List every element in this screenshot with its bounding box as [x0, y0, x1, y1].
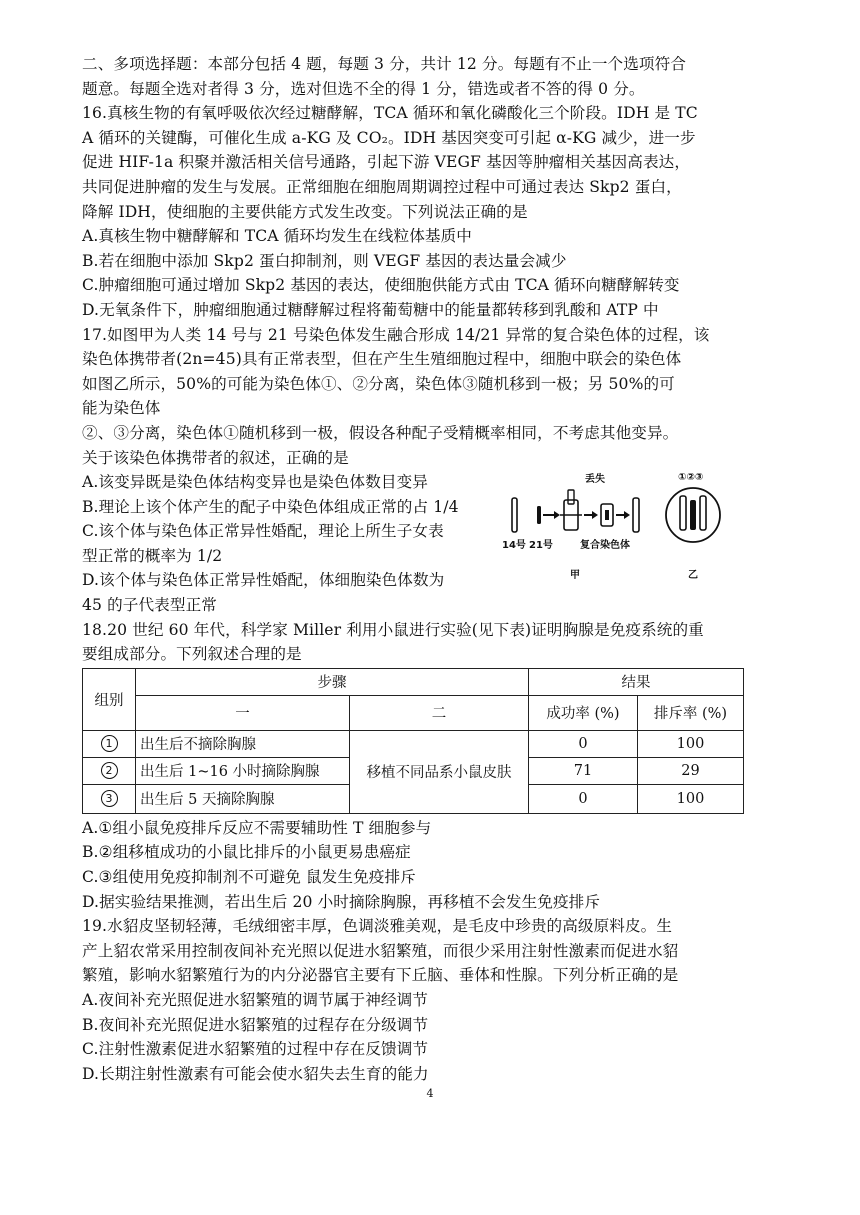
q17-option-a: A.该变异既是染色体结构变异也是染色体数目变异: [82, 473, 428, 492]
q17-options-with-figure: [82, 470, 750, 618]
q19-stem-line: 繁殖，影响水貂繁殖行为的内分泌器官主要有下丘脑、垂体和性腺。下列分析正确的是: [82, 966, 679, 985]
q19-stem-line: 产上貂农常采用控制夜间补充光照以促进水貂繁殖，而很少采用注射性激素而促进水貂: [82, 941, 679, 960]
q18-option-d: D.据实验结果推测，若出生后 20 小时摘除胸腺，再移植不会发生免疫排斥: [82, 892, 601, 911]
q19-option-c: C.注射性激素促进水貂繁殖的过程中存在反馈调节: [82, 1040, 429, 1059]
header-reject: 排斥率 (%): [638, 695, 744, 730]
q18-option-a: A.①组小鼠免疫排斥反应不需要辅助性 T 细胞参与: [82, 818, 432, 837]
label-lost: 丢失: [585, 474, 605, 486]
q17-stem-line: 染色体携带者(2n=45)具有正常表型，但在产生生殖细胞过程中，细胞中联会的染色体: [82, 350, 682, 369]
q18-stem-line: 18.20 世纪 60 年代，科学家 Miller 利用小鼠进行实验(见下表)证明胸腺是免疫系统的重: [82, 620, 704, 639]
label-21: 21号: [529, 540, 553, 552]
compound-chromosome: [633, 498, 639, 532]
chromosome-figure: [502, 470, 752, 588]
chromosome-14: [512, 498, 517, 532]
q18-option-b: B.②组移植成功的小鼠比排斥的小鼠更易患癌症: [82, 843, 411, 862]
step-cell: 出生后 5 天摘除胸腺: [136, 784, 350, 813]
q17-option-d: D.该个体与染色体正常异性婚配，体细胞染色体数为: [82, 571, 445, 590]
chromosome-21: [537, 506, 541, 524]
q17-option-c-cont: 型正常的概率为 1/2: [82, 546, 223, 565]
q16-stem-line: 共同促进肿瘤的发生与发展。正常细胞在细胞周期调控过程中可通过表达 Skp2 蛋白，: [82, 177, 682, 196]
q16-stem-line: 促进 HIF-1a 积聚并激活相关信号通路，引起下游 VEGF 基因等肿瘤相关基因高表达，: [82, 153, 691, 172]
q16-stem-line: 降解 IDH，使细胞的主要供能方式发生改变。下列说法正确的是: [82, 202, 528, 221]
exam-page: [82, 52, 750, 1086]
q16-option-d: D.无氧条件下，肿瘤细胞通过糖酵解过程将葡萄糖中的能量都转移到乳酸和 ATP 中: [82, 300, 659, 319]
step-cell: 出生后不摘除胸腺: [136, 730, 350, 757]
success-cell: 0: [529, 784, 638, 813]
question-16: [82, 101, 750, 322]
q17-stem-line: 能为染色体: [82, 399, 161, 418]
reject-cell: 100: [638, 784, 744, 813]
group-number: 1: [101, 735, 118, 752]
q17-stem-line: ②、③分离，染色体①随机移到一极，假设各种配子受精概率相同，不考虑其他变异。: [82, 423, 679, 442]
reject-cell: 100: [638, 730, 744, 757]
q18-stem-line: 要组成部分。下列叙述合理的是: [82, 645, 302, 664]
group-number: 3: [101, 790, 118, 807]
header-steps: 步骤: [136, 668, 529, 695]
page-number: 4: [426, 1087, 434, 1100]
group-number: 2: [101, 762, 118, 779]
success-cell: 0: [529, 730, 638, 757]
label-yi: 乙: [688, 570, 698, 582]
success-cell: 71: [529, 757, 638, 784]
q17-stem-line: 关于该染色体携带者的叙述，正确的是: [82, 448, 349, 467]
header-group: 组别: [83, 668, 136, 730]
q17-option-c: C.该个体与染色体正常异性婚配，理论上所生子女表: [82, 522, 444, 541]
reject-cell: 29: [638, 757, 744, 784]
label-compound: 复合染色体: [580, 540, 630, 552]
q19-stem-line: 19.水貂皮坚韧轻薄，毛绒细密丰厚，色调淡雅美观，是毛皮中珍贵的高级原料皮。生: [82, 917, 673, 936]
q17-stem-line: 17.如图甲为人类 14 号与 21 号染色体发生融合形成 14/21 异常的复合染色体的过程，该: [82, 325, 710, 344]
q19-option-d: D.长期注射性激素有可能会使水貂失去生育的能力: [82, 1064, 429, 1083]
q17-stem-line: 如图乙所示，50%的可能为染色体①、②分离，染色体③随机移到一极；另 50%的可: [82, 374, 675, 393]
header-result: 结果: [529, 668, 744, 695]
q18-option-c: C.③组使用免疫抑制剂不可避免 鼠发生免疫排斥: [82, 868, 416, 887]
label-jia: 甲: [570, 570, 580, 582]
experiment-table: [82, 668, 744, 814]
header-success: 成功率 (%): [529, 695, 638, 730]
q16-option-a: A.真核生物中糖酵解和 TCA 循环均发生在线粒体基质中: [82, 227, 472, 246]
q16-option-c: C.肿瘤细胞可通过增加 Skp2 基因的表达，使细胞供能方式由 TCA 循环向糖酵解转变: [82, 276, 680, 295]
section-heading-line-2: 题意。每题全选对者得 3 分，选对但选不全的得 1 分，错选或者不答的得 0 分。: [82, 79, 645, 98]
q17-option-b: B.理论上该个体产生的配子中染色体组成正常的占 1/4: [82, 497, 459, 516]
label-14: 14号: [502, 540, 526, 552]
step-cell: 出生后 1~16 小时摘除胸腺: [136, 757, 350, 784]
step-two-cell: 移植不同品系小鼠皮肤: [350, 730, 529, 813]
q19-option-b: B.夜间补充光照促进水貂繁殖的过程存在分级调节: [82, 1015, 429, 1034]
table-row: [83, 730, 744, 757]
q17-option-d-cont: 45 的子代表型正常: [82, 596, 217, 615]
question-19: [82, 914, 750, 1086]
q19-option-a: A.夜间补充光照促进水貂繁殖的调节属于神经调节: [82, 991, 428, 1009]
q16-stem-line: 16.真核生物的有氧呼吸依次经过糖酵解，TCA 循环和氧化磷酸化三个阶段。IDH 是 TC: [82, 104, 698, 123]
header-step-one: 一: [136, 695, 350, 730]
header-step-two: 二: [350, 695, 529, 730]
question-18: [82, 618, 750, 915]
q16-option-b: B.若在细胞中添加 Skp2 蛋白抑制剂，则 VEGF 基因的表达量会减少: [82, 251, 567, 270]
q16-stem-line: A 循环的关键酶，可催化生成 a-KG 及 CO₂。IDH 基因突变可引起 α-KG 减少，进一步: [82, 128, 696, 147]
question-17: [82, 323, 750, 618]
section-heading-line-1: 二、多项选择题：本部分包括 4 题，每题 3 分，共计 12 分。每题有不止一个选项符合: [82, 55, 687, 73]
label-nums: ①②③: [678, 472, 704, 484]
